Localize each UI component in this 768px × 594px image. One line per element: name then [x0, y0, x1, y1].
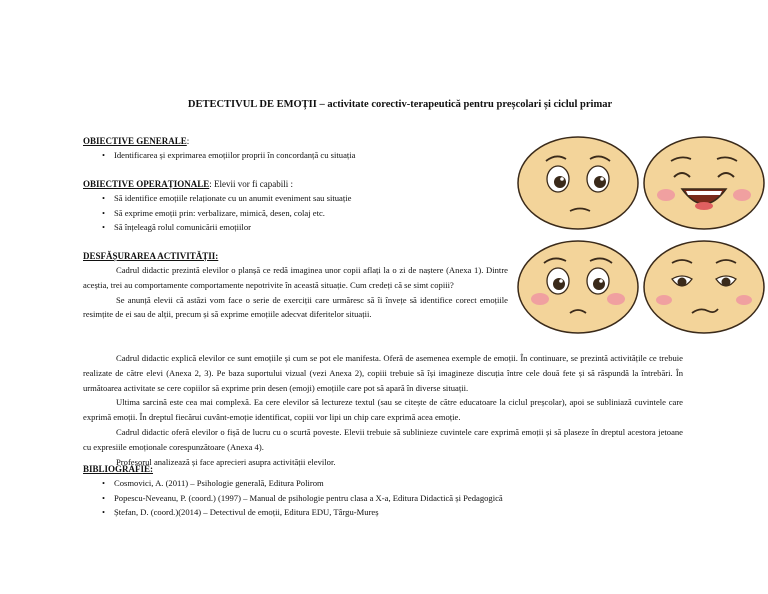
list-item: • Identificarea și exprimarea emoțiilor proprii în concordanță cu situația — [83, 148, 355, 163]
activity-section-heading-wrap — [83, 250, 218, 263]
paragraph: Cadrul didactic prezintă elevilor o planșă ce redă imaginea unor copii aflați la o zi de naștere (Anexa 1). Dintre aceștia, trei au comportamente comportamente nepotrivite în această situație. Cum credeți că se simt copiii? — [83, 265, 508, 290]
objectives-general-list — [83, 148, 355, 163]
paragraph: Se anunță elevii că astăzi vom face o serie de exerciții care urmăresc să îi învețe să identifice corect emoțiile resimțite de ei sau de alții, precum și să exprime emoțiile adecvat diferitelor situații. — [83, 294, 508, 320]
bibliography-item: • Ștefan, D. (coord.)(2014) – Detectivul de emoții, Editura EDU, Târgu-Mureș — [83, 505, 503, 520]
bibliography-section — [83, 463, 503, 520]
objectives-operational-heading: OBIECTIVE OPERAȚIONALE — [83, 179, 210, 189]
page-title: DETECTIVUL DE EMOȚII – activitate corectiv-terapeutică pentru preșcolari și ciclul primar — [187, 99, 613, 110]
worried-face-icon — [518, 137, 638, 229]
emotion-faces-illustration — [514, 135, 768, 335]
activity-paragraphs-bottom — [83, 351, 683, 469]
list-item: • Să înțeleagă rolul comunicării emoțiilor — [83, 220, 351, 235]
paragraph: Ultima sarcină este cea mai complexă. Ea cere elevilor să lectureze textul (sau se citește de către educatoare la ciclul preșcolar), apoi se subliniază cuvintele care exprimă emoții. În dreptul fiecărui cuvânt-emoție identificat, copiii vor lipi un chip care exprimă acea emoție. — [83, 397, 683, 423]
uncertain-face-icon — [644, 241, 764, 333]
bibliography-list — [83, 476, 503, 520]
sad-face-icon — [518, 241, 638, 333]
list-item: • Să exprime emoții prin: verbalizare, mimică, desen, colaj etc. — [83, 206, 351, 221]
paragraph: Profesorul analizează și face aprecieri asupra activității elevilor. — [116, 456, 336, 467]
objectives-operational-intro: : Elevii vor fi capabili : — [209, 179, 294, 189]
paragraph: Cadrul didactic explică elevilor ce sunt emoțiile și cum se pot ele manifesta. Oferă de asemenea exemple de emoții. În continuare, se prezintă activitățile ce trebuie realizate de către elevi (Anexa 2, 3). Pe baza suportului vizual (vezi Anexa 2), copiii trebuie să își imagineze discuția între cele două fete și să răspundă la întrebări. În următoarea activitate se cere copiilor să exprime prin desen (emoji) emoțiile care pot să apară în diverse situații. — [83, 353, 683, 393]
objectives-operational-section — [83, 178, 351, 235]
happy-face-icon — [644, 137, 764, 229]
paragraph: Cadrul didactic oferă elevilor o fișă de lucru cu o scurtă poveste. Elevii trebuie să sublinieze cuvintele care exprimă emoții și să plaseze în dreptul acestora jetoane cu expresiile emoționale corespunzătoare (Anexa 4). — [83, 426, 683, 452]
objectives-general-section: OBIECTIVE GENERALE: • Identificarea și exprimarea emoțiilor proprii în concordanță cu situația — [83, 135, 355, 163]
activity-paragraphs-top — [83, 263, 508, 322]
objectives-operational-list — [83, 191, 351, 235]
list-item: • Să identifice emoțiile relaționate cu un anumit eveniment sau situație — [83, 191, 351, 206]
bibliography-item: • Cosmovici, A. (2011) – Psihologie generală, Editura Polirom — [83, 476, 503, 491]
bibliography-item: • Popescu-Neveanu, P. (coord.) (1997) – Manual de psihologie pentru clasa a X-a, Editura Didactică și Pedagogică — [83, 491, 503, 506]
activity-section-heading: DESFĂȘURAREA ACTIVITĂȚII: — [83, 251, 219, 261]
objectives-general-heading: OBIECTIVE GENERALE — [83, 136, 187, 146]
bibliography-heading: BIBLIOGRAFIE: — [83, 464, 154, 474]
